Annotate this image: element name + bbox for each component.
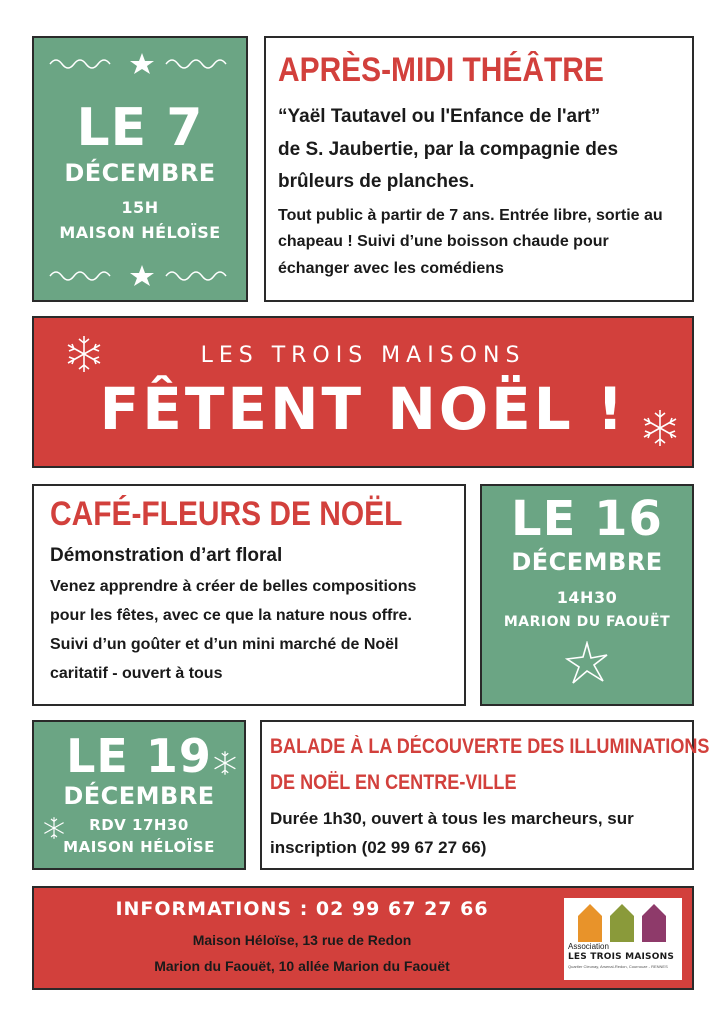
event1-description-box — [264, 36, 694, 302]
event1-place: MAISON HÉLOÏSE — [59, 223, 221, 243]
event1-time: 15H — [121, 197, 159, 217]
event3-title-line2: DE NOËL EN CENTRE-VILLE — [270, 771, 517, 795]
garland-star-icon — [44, 52, 240, 74]
logo-name: LES TROIS MAISONS — [568, 952, 674, 962]
footer-address2: Marion du Faouët, 10 allée Marion du Faouët — [154, 958, 450, 974]
garland-star-icon — [44, 264, 240, 286]
event1-line2: de S. Jaubertie, par la compagnie des — [278, 138, 619, 160]
event3-date-box — [32, 720, 246, 870]
event1-date-box — [32, 36, 248, 302]
event3-place: MAISON HÉLOÏSE — [63, 838, 215, 857]
event1-month: DÉCEMBRE — [64, 159, 216, 188]
event2-subtitle: Démonstration d’art floral — [50, 545, 283, 567]
snowflake-icon — [212, 750, 238, 776]
event3-details: Durée 1h30, ouvert à tous les marcheurs, sur inscription (02 99 67 27 66) — [270, 808, 634, 857]
event2-place: MARION DU FAOUËT — [503, 613, 671, 630]
footer-address1: Maison Héloïse, 13 rue de Redon — [192, 932, 412, 948]
event3-time: RDV 17H30 — [89, 815, 189, 834]
event3-day: LE 19 — [66, 728, 212, 783]
banner-subtitle: LES TROIS MAISONS — [200, 342, 526, 368]
banner — [32, 316, 694, 468]
event2-details: Venez apprendre à créer de belles compositions pour les fêtes, avec ce que la nature nous offre. Suivi d’un goûter et d’un mini marché de Noël caritatif - ouvert à tous — [50, 578, 417, 682]
event1-title: APRÈS-MIDI THÉÂTRE — [278, 51, 604, 89]
event2-month: DÉCEMBRE — [511, 547, 663, 576]
footer — [32, 886, 694, 990]
logo-tagline: Quartier Cleunay, Arsenal-Redon, Courrouze - RENNES — [568, 965, 668, 969]
garland-top — [44, 52, 240, 74]
footer-info: INFORMATIONS : 02 99 67 27 66 — [115, 898, 489, 920]
association-logo — [564, 898, 682, 980]
garland-bottom — [44, 264, 240, 286]
event3-description-box — [260, 720, 710, 870]
star-icon — [565, 641, 609, 685]
snowflake-icon — [42, 816, 66, 840]
event2-date-box — [480, 484, 694, 706]
event3-title-line1: BALADE À LA DÉCOUVERTE DES ILLUMINATIONS — [270, 735, 710, 758]
event3-month: DÉCEMBRE — [63, 781, 215, 810]
event1-line1: “Yaël Tautavel ou l'Enfance de l'art” — [278, 106, 601, 128]
snowflake-icon — [640, 408, 680, 448]
event1-line3: brûleurs de planches. — [278, 171, 475, 193]
event1-details: Tout public à partir de 7 ans. Entrée libre, sortie au chapeau ! Suivi d’une boisson chaude pour échanger avec les comédiens — [278, 206, 663, 277]
event2-time: 14H30 — [556, 587, 618, 607]
event1-day: LE 7 — [76, 98, 204, 159]
event2-description-box — [32, 484, 466, 706]
banner-title: FÊTENT NOËL ! — [99, 374, 627, 443]
event2-title: CAFÉ-FLEURS DE NOËL — [50, 495, 403, 533]
logo-association: Association — [568, 942, 609, 951]
event2-day: LE 16 — [511, 490, 663, 547]
snowflake-icon — [64, 334, 104, 374]
houses-logo-icon — [564, 898, 682, 948]
